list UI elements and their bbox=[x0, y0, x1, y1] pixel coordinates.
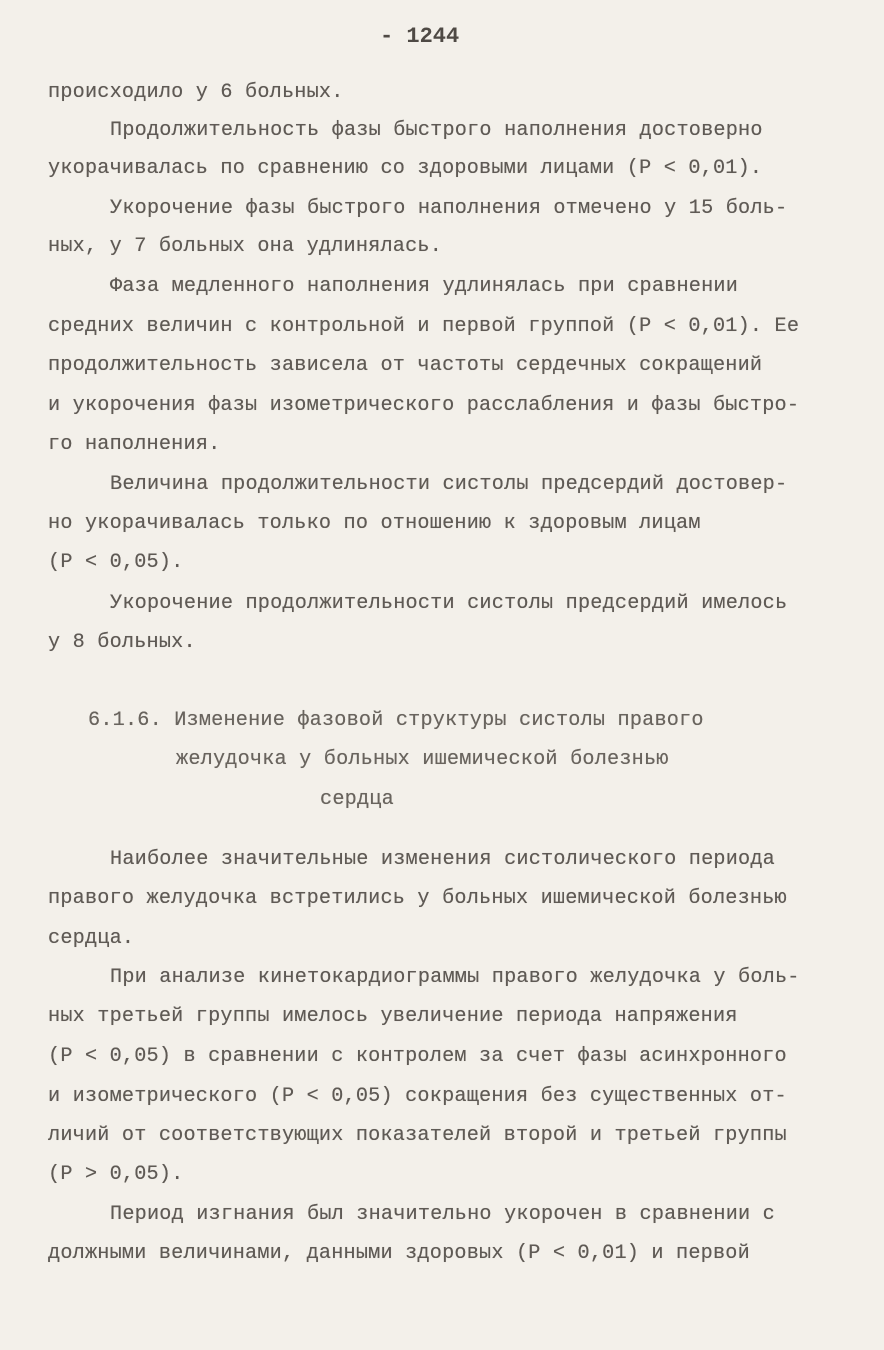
text-line: Фаза медленного наполнения удлинялась при сравнении bbox=[110, 275, 739, 298]
text-line: (Р < 0,05). bbox=[48, 551, 184, 574]
text-line: и изометрического (Р < 0,05) сокращения без существенных от- bbox=[48, 1085, 787, 1108]
text-line: ных, у 7 больных она удлинялась. bbox=[48, 235, 443, 258]
text-line: но укорачивалась только по отношению к здоровым лицам bbox=[48, 512, 701, 535]
text-line: происходило у 6 больных. bbox=[48, 81, 344, 104]
text-line: Наиболее значительные изменения систолического периода bbox=[110, 848, 775, 871]
text-line: и укорочения фазы изометрического расслабления и фазы быстро- bbox=[48, 394, 800, 417]
text-line: продолжительность зависела от частоты сердечных сокращений bbox=[48, 354, 763, 377]
section-heading-line: желудочка у больных ишемической болезнью bbox=[176, 748, 669, 771]
text-line: (Р > 0,05). bbox=[48, 1163, 184, 1186]
text-line: сердца. bbox=[48, 927, 135, 950]
text-line: Величина продолжительности систолы предсердий достовер- bbox=[110, 473, 788, 496]
text-line: личий от соответствующих показателей второй и третьей группы bbox=[48, 1124, 787, 1147]
text-line: средних величин с контрольной и первой группой (Р < 0,01). Ее bbox=[48, 315, 800, 338]
text-line: Укорочение продолжительности систолы предсердий имелось bbox=[110, 592, 788, 615]
text-line: Продолжительность фазы быстрого наполнения достоверно bbox=[110, 119, 763, 142]
section-heading-line: 6.1.6. Изменение фазовой структуры систолы правого bbox=[88, 709, 704, 732]
page-number: - 1244 bbox=[380, 24, 460, 49]
section-heading-line: сердца bbox=[320, 788, 394, 811]
text-line: у 8 больных. bbox=[48, 631, 196, 654]
text-line: Укорочение фазы быстрого наполнения отмечено у 15 боль- bbox=[110, 197, 788, 220]
text-line: Период изгнания был значительно укорочен в сравнении с bbox=[110, 1203, 775, 1226]
text-line: правого желудочка встретились у больных ишемической болезнью bbox=[48, 887, 787, 910]
text-line: ных третьей группы имелось увеличение периода напряжения bbox=[48, 1005, 738, 1028]
text-line: При анализе кинетокардиограммы правого желудочка у боль- bbox=[110, 966, 800, 989]
text-line: должными величинами, данными здоровых (Р < 0,01) и первой bbox=[48, 1242, 750, 1265]
text-line: (Р < 0,05) в сравнении с контролем за счет фазы асинхронного bbox=[48, 1045, 787, 1068]
text-line: го наполнения. bbox=[48, 433, 221, 456]
text-line: укорачивалась по сравнению со здоровыми лицами (Р < 0,01). bbox=[48, 157, 763, 180]
